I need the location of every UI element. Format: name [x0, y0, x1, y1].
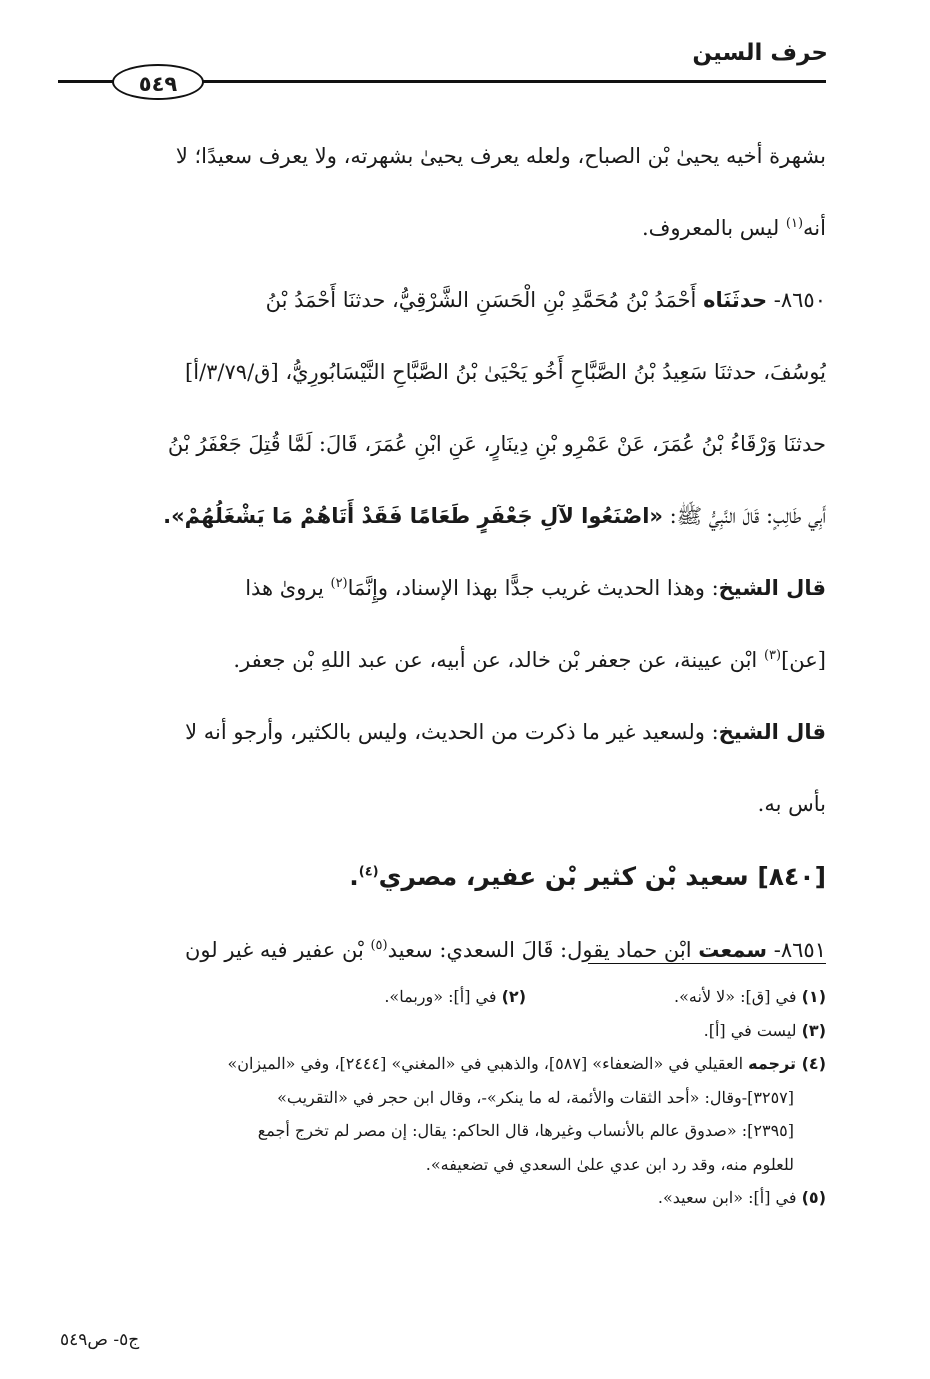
text-line [58, 408, 826, 480]
footnote-1 [526, 980, 826, 1014]
sheikh-comment-1 [58, 552, 826, 696]
footnote-text: [٣٢٥٧]-وقال: «أحد الثقات والأئمة، له ما ينكر»-، وقال ابن حجر في «التقريب» [277, 1087, 794, 1107]
text-line [58, 768, 826, 840]
page-number-badge: ٥٤٩ [112, 64, 204, 100]
text-run: [عن] [781, 648, 826, 672]
lead-word: قال الشيخ [718, 576, 826, 600]
text-line [58, 120, 826, 192]
footnote-marker: (٢) [330, 576, 348, 591]
heading-text: . [349, 862, 359, 891]
footnote-text: ليست في [أ]. [703, 1020, 802, 1040]
hadith-8650 [58, 264, 826, 552]
footnote-number: (٥) [801, 1188, 826, 1207]
footnote-5 [58, 1181, 826, 1215]
section-heading [58, 840, 826, 914]
footnote-lead: ترجمه [748, 1054, 802, 1073]
text-run: ابْن حماد يقول: قَالَ السعدي: سعيد [387, 938, 699, 962]
footnote-text: في [ق]: «لا لأنه». [674, 987, 802, 1006]
footnote-number: (٣) [801, 1020, 826, 1040]
footnote-3 [58, 1014, 826, 1048]
footnotes [58, 980, 826, 1215]
footnote-text: في [أ]: «وربما». [384, 987, 502, 1006]
text-line [58, 914, 826, 986]
text-line [58, 552, 826, 624]
hadith-number: ٨٦٥٠- [767, 288, 826, 312]
footnote-2 [226, 980, 526, 1014]
lead-word: حدثَنَاه [703, 288, 768, 312]
footnote-marker: (١) [785, 216, 804, 231]
volume-page-reference: ج٥- ص٥٤٩ [60, 1330, 140, 1350]
lead-word: قال الشيخ [718, 720, 826, 744]
text-run: : وهذا الحديث غريب جدًّا بهذا الإسناد، وإِنَّمَا [347, 576, 719, 600]
footnote-4-line [58, 1081, 826, 1115]
sheikh-comment-2 [58, 696, 826, 840]
text-line [58, 624, 826, 696]
paragraph-continuation [58, 120, 826, 264]
text-line [58, 192, 826, 264]
text-run: : ولسعيد غير ما ذكرت من الحديث، وليس بالكثير، وأرجو أنه لا [185, 720, 719, 744]
footnote-text: العقيلي في «الضعفاء» [٥٨٧]، والذهبي في «المغني» [٢٤٤٤]، وفي «الميزان» [227, 1054, 749, 1073]
text-run: يروىٰ هذا [245, 576, 331, 600]
text-run: أنه [803, 216, 826, 240]
main-text [58, 120, 826, 986]
text-run: حدثنَا وَرْقَاءُ بْنُ عُمَرَ، عَنْ عَمْرِو بْنِ دِينَارٍ، عَنِ ابْنِ عُمَرَ، قَالَ: لَمَّا قُتِلَ جَعْفَرُ بْنُ [167, 432, 826, 456]
running-header-title: حرف السين [692, 40, 828, 66]
footnote-number: (٢) [501, 987, 526, 1006]
footnote-4-line [58, 1148, 826, 1182]
footnote-4-line [58, 1114, 826, 1148]
hadith-quote: «اصْنَعُوا لآلِ جَعْفَرٍ طَعَامًا فَقَدْ أَتَاهُمْ مَا يَشْغَلُهُمْ». [163, 504, 663, 528]
footnote-row [58, 980, 826, 1014]
text-line [58, 336, 826, 408]
footnote-number: (٤) [801, 1054, 826, 1073]
text-run: أَحْمَدُ بْنُ مُحَمَّدِ بْنِ الْحَسَنِ الشَّرْقِيُّ، حدثنَا أَحْمَدُ بْنُ [265, 288, 704, 312]
text-line [58, 696, 826, 768]
text-run: بْن عفير فيه غير لون [184, 938, 371, 962]
footnote-4 [58, 1047, 826, 1081]
hadith-number: ٨٦٥١- [767, 938, 826, 962]
footnote-marker: (٤) [358, 864, 379, 880]
footnote-text: للعلوم منه، وقد رد ابن عدي علىٰ السعدي في تضعيفه». [425, 1154, 794, 1174]
text-line [58, 480, 826, 552]
hadith-8651 [58, 914, 826, 986]
text-run: بأس به. [757, 792, 826, 816]
footnote-text: [٢٣٩٥]: «صدوق عالم بالأنساب وغيرها، قال الحاكم: يقال: إن مصر لم تخرج أجمع [257, 1121, 794, 1140]
text-run: بشهرة أخيه يحيىٰ بْن الصباح، ولعله يعرف يحيىٰ بشهرته، ولا يعرف سعيدًا؛ لا [175, 144, 826, 168]
footnote-text: في [أ]: «ابن سعيد». [657, 1188, 802, 1207]
text-line [58, 264, 826, 336]
heading-text: [٨٤٠] سعيد بْن كثير بْن عفير، مصري [378, 862, 826, 891]
footnote-number: (١) [801, 987, 826, 1006]
lead-word: سمعت [698, 938, 768, 962]
text-run: أَبِي طَالِبٍ: قَالَ النَّبِيُّ ﷺ: [663, 504, 826, 528]
text-run: يُوسُفَ، حدثنَا سَعِيدُ بْنُ الصَّبَّاحِ أَخُو يَحْيَىٰ بْنُ الصَّبَّاحِ النَّيْسَابُورِيُّ، [ق/٣/٧٩/أ] [185, 360, 826, 384]
text-run: ابْن عيينة، عن جعفر بْن خالد، عن أبيه، عن عبد اللهِ بْن جعفر. [233, 648, 764, 672]
text-run: ليس بالمعروف. [641, 216, 786, 240]
footnote-marker: (٣) [763, 648, 782, 663]
footnote-marker: (٥) [370, 938, 388, 953]
footnote-rule [588, 963, 826, 964]
